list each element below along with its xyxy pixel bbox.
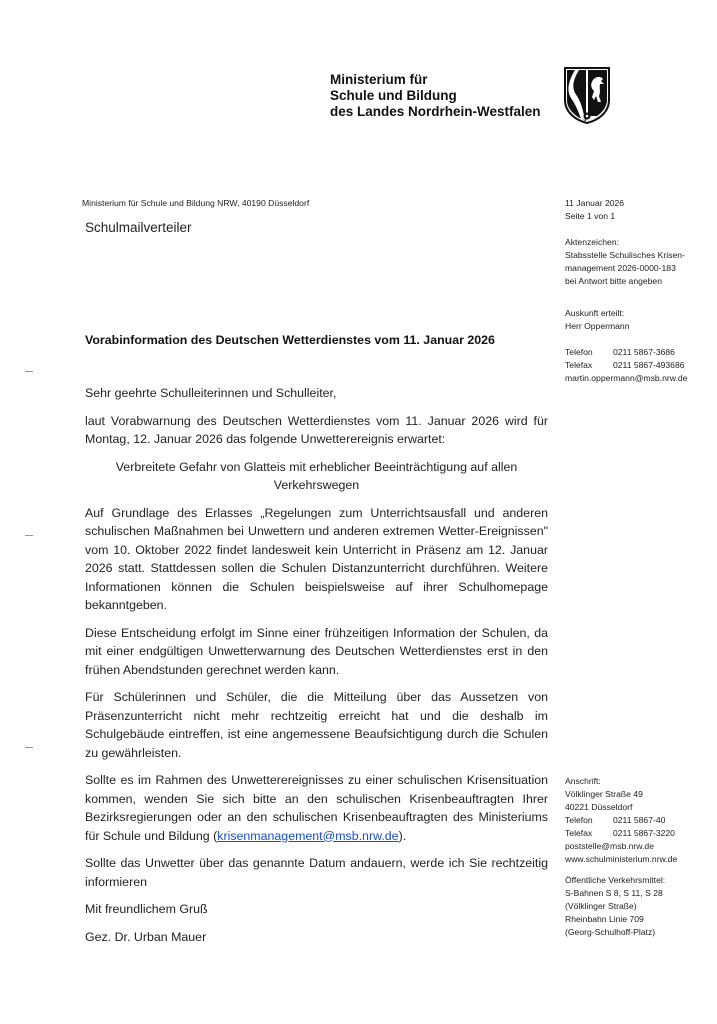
paragraph: Diese Entscheidung erfolgt im Sinne einer frühzeitigen Information der Schulen, da mit einer endgültigen Unwetterwarnung des Deutschen Wetterdienstes erst in den frühen Abendstunden gerechnet werden kann. bbox=[85, 625, 548, 677]
fold-mark bbox=[25, 535, 33, 536]
fold-mark bbox=[25, 747, 33, 748]
paragraph: laut Vorabwarnung des Deutschen Wetterdienstes vom 11. Januar 2026 wird für Montag, 12. Januar 2026 das folgende Unwetterereignis erwartet: bbox=[85, 413, 548, 446]
salutation: Sehr geehrte Schulleiterinnen und Schulleiter, bbox=[85, 386, 337, 400]
transit-line: (Georg-Schulhoff-Platz) bbox=[565, 927, 656, 937]
transit-label: Öffentliche Verkehrsmittel: bbox=[565, 875, 666, 885]
transit-line: S-Bahnen S 8, S 11, S 28 bbox=[565, 888, 663, 898]
transit-line: Rheinbahn Linie 709 bbox=[565, 914, 644, 924]
weather-warning: Verbreitete Gefahr von Glatteis mit erheblicher Beeinträchtigung auf allen Verkehrswegen bbox=[115, 459, 518, 492]
ministry-name bbox=[330, 72, 541, 120]
reference-line: management 2026-0000-183 bbox=[565, 263, 676, 273]
nrw-coat-of-arms-icon bbox=[563, 66, 611, 124]
fax-row bbox=[565, 359, 687, 372]
office-phone-row bbox=[565, 814, 677, 827]
transit-line: (Völklinger Straße) bbox=[565, 901, 637, 911]
reference-line: bei Antwort bitte angeben bbox=[565, 276, 662, 286]
city: 40221 Düsseldorf bbox=[565, 802, 633, 812]
contact-label: Auskunft erteilt: bbox=[565, 308, 625, 318]
ministry-line: des Landes Nordrhein-Westfalen bbox=[330, 104, 541, 119]
ministry-line: Schule und Bildung bbox=[330, 88, 457, 103]
paragraph-text: Sollte es im Rahmen des Unwetterereignisses zu einer schulischen Krisensituation kommen, wenden Sie sich bitte an den schulischen Krisenbeauftragten Ihrer Bezirksregierungen oder an den schulischen Krisenbeauftragten des Ministeriums für Schule und Bildung ( bbox=[85, 773, 548, 843]
website[interactable]: www.schulministerium.nrw.de bbox=[565, 854, 678, 864]
phone-row bbox=[565, 346, 687, 359]
letter-date: 11 Januar 2026 bbox=[565, 198, 625, 208]
phone-number: 0211 5867-3686 bbox=[613, 347, 675, 357]
crisis-email-link[interactable]: krisenmanagement@msb.nrw.de bbox=[217, 828, 399, 843]
paragraph: Auf Grundlage des Erlasses „Regelungen zum Unterrichtsausfall und anderen schulischen Maßnahmen bei Unwettern und anderen extremen Wetter-Ereignissen" vom 10. Oktober 2022 findet landesweit kein Unterricht in Präsenz am 12. Januar 2026 statt. Stattdessen sollen die Schulen Distanzunterricht durchführen. Weitere Informationen können die Schulen beispielsweise auf ihrer Schulhomepage bekanntgeben. bbox=[85, 505, 548, 612]
fax-number: 0211 5867-493686 bbox=[613, 360, 685, 370]
street: Völklinger Straße 49 bbox=[565, 789, 643, 799]
signature: Gez. Dr. Urban Mauer bbox=[85, 929, 207, 944]
recipient: Schulmailverteiler bbox=[85, 220, 192, 235]
office-fax-number: 0211 5867-3220 bbox=[613, 828, 675, 838]
ministry-line: Ministerium für bbox=[330, 72, 428, 87]
office-email[interactable]: poststelle@msb.nrw.de bbox=[565, 841, 654, 851]
office-info bbox=[565, 775, 677, 939]
paragraph: Sollte das Unwetter über das genannte Datum andauern, werde ich Sie rechtzeitig informieren bbox=[85, 856, 548, 889]
letter-body bbox=[85, 384, 548, 955]
reference-label: Aktenzeichen: bbox=[565, 237, 619, 247]
office-fax-label: Telefax bbox=[565, 828, 593, 838]
paragraph-crisis-contact bbox=[85, 771, 548, 845]
office-fax-row bbox=[565, 827, 677, 840]
fax-label: Telefax bbox=[565, 360, 593, 370]
letter-info bbox=[565, 197, 687, 385]
closing: Mit freundlichem Gruß bbox=[85, 902, 208, 916]
page-count: Seite 1 von 1 bbox=[565, 211, 616, 221]
fold-mark bbox=[25, 371, 33, 372]
address-label: Anschrift: bbox=[565, 776, 601, 786]
office-phone-label: Telefon bbox=[565, 815, 593, 825]
sender-line: Ministerium für Schule und Bildung NRW, 40190 Düsseldorf bbox=[82, 198, 310, 208]
phone-label: Telefon bbox=[565, 347, 593, 357]
letter-subject: Vorabinformation des Deutschen Wetterdienstes vom 11. Januar 2026 bbox=[85, 333, 495, 347]
contact-email[interactable]: martin.oppermann@msb.nrw.de bbox=[565, 373, 688, 383]
paragraph-text: ). bbox=[398, 828, 407, 843]
office-phone-number: 0211 5867-40 bbox=[613, 815, 666, 825]
contact-name: Herr Oppermann bbox=[565, 321, 630, 331]
reference-line: Stabsstelle Schulisches Krisen- bbox=[565, 250, 685, 260]
paragraph: Für Schülerinnen und Schüler, die die Mitteilung über das Aussetzen von Präsenzunterricht nicht mehr rechtzeitig erreicht hat und die deshalb im Schulgebäude eintreffen, ist eine angemessene Beaufsichtigung durch die Schulen zu gewährleisten. bbox=[85, 690, 548, 760]
